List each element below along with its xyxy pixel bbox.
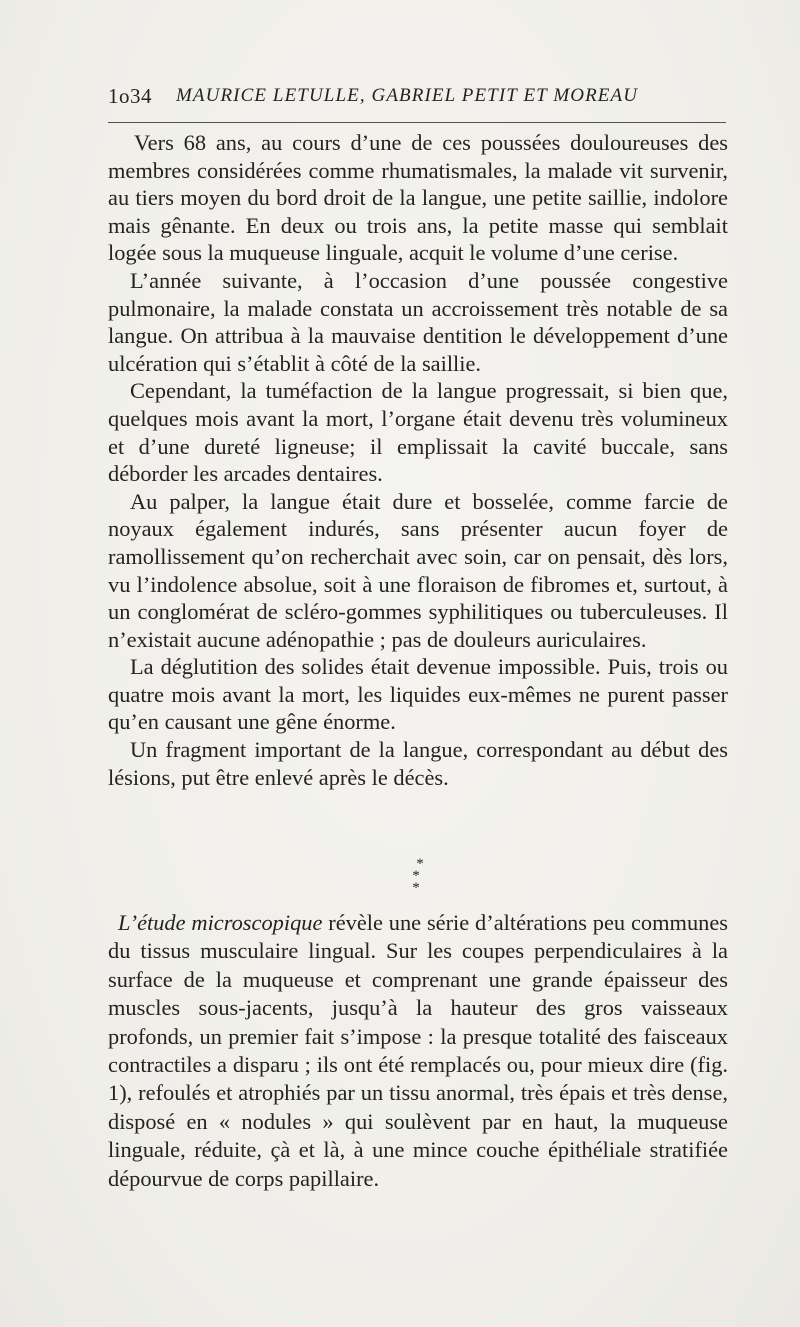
asterism-bottom: * * — [412, 868, 428, 896]
italic-lead: L’étude microscopique — [118, 910, 323, 935]
paragraph-deglutition: La déglutition des solides était devenue impossible. Puis, trois ou quatre mois avant la mort, les liquides eux-mêmes ne purent passer qu’en causant une gêne énorme. — [108, 654, 728, 735]
paragraph-palpation: Au palper, la langue était dure et bosselée, comme farcie de noyaux également indurés, sans présenter aucun foyer de ramollissement qu’on recherchait avec soin, car on pensait, dès lors, vu l’indolence absolue, soit à une floraison de fibromes et, surtout, à un conglomérat de scléro-gommes syphilitiques ou tuberculeuses. Il n’existait aucune adénopathie ; pas de douleurs auriculaires. — [108, 488, 728, 652]
paragraph-microscopic-study — [108, 909, 728, 1193]
header-rule — [108, 122, 726, 123]
paragraph-progression: Cependant, la tuméfaction de la langue progressait, si bien que, quelques mois avant la mort, l’organe était devenu très volumineux et d’une dureté ligneuse; il emplissait la cavité buccale, sans déborder les arcades dentaires. — [108, 378, 728, 487]
page-number: 1o34 — [108, 84, 152, 108]
running-head: MAURICE LETULLE, GABRIEL PETIT ET MOREAU — [176, 85, 639, 106]
page-header — [108, 84, 728, 112]
case-history-text — [108, 129, 728, 791]
paragraph-onset: Vers 68 ans, au cours d’une de ces poussées douloureuses des membres considérées comme rhumatismales, la malade vit survenir, au tiers moyen du bord droit de la langue, une petite saillie, indolore mais gênante. En deux ou trois ans, la petite masse qui semblait logée sous la muqueuse linguale, acquit le volume d’une cerise. — [108, 130, 728, 266]
microscopic-study-text — [108, 909, 728, 1193]
paragraph-following-year: L’année suivante, à l’occasion d’une poussée congestive pulmonaire, la malade constata un accroissement très notable de sa langue. On attribua à la mauvaise dentition le développement d’une ulcération qui s’établit à côté de la saillie. — [108, 267, 728, 376]
paragraph-fragment: Un fragment important de la langue, correspondant au début des lésions, put être enlevé après le décès. — [108, 737, 728, 790]
asterism-top: * — [416, 856, 424, 872]
microscopic-study-body: révèle une série d’altérations peu communes du tissus musculaire lingual. Sur les coupes perpendiculaires à la surface de la muqueuse et comprenant une grande épaisseur des muscles sous-jacents, jusqu’à la hauteur des gros vaisseaux profonds, un premier fait s’impose : la presque totalité des faisceaux contractiles a disparu ; ils ont été remplacés ou, pour mieux dire (fig. 1), refoulés et atrophiés par un tissu anormal, très épais et très dense, disposé en « nodules » qui soulèvent par en haut, la muqueuse linguale, réduite, çà et là, à une mince couche épithéliale stratifiée dépourvue de corps papillaire. — [108, 910, 728, 1191]
section-asterism — [400, 858, 440, 894]
